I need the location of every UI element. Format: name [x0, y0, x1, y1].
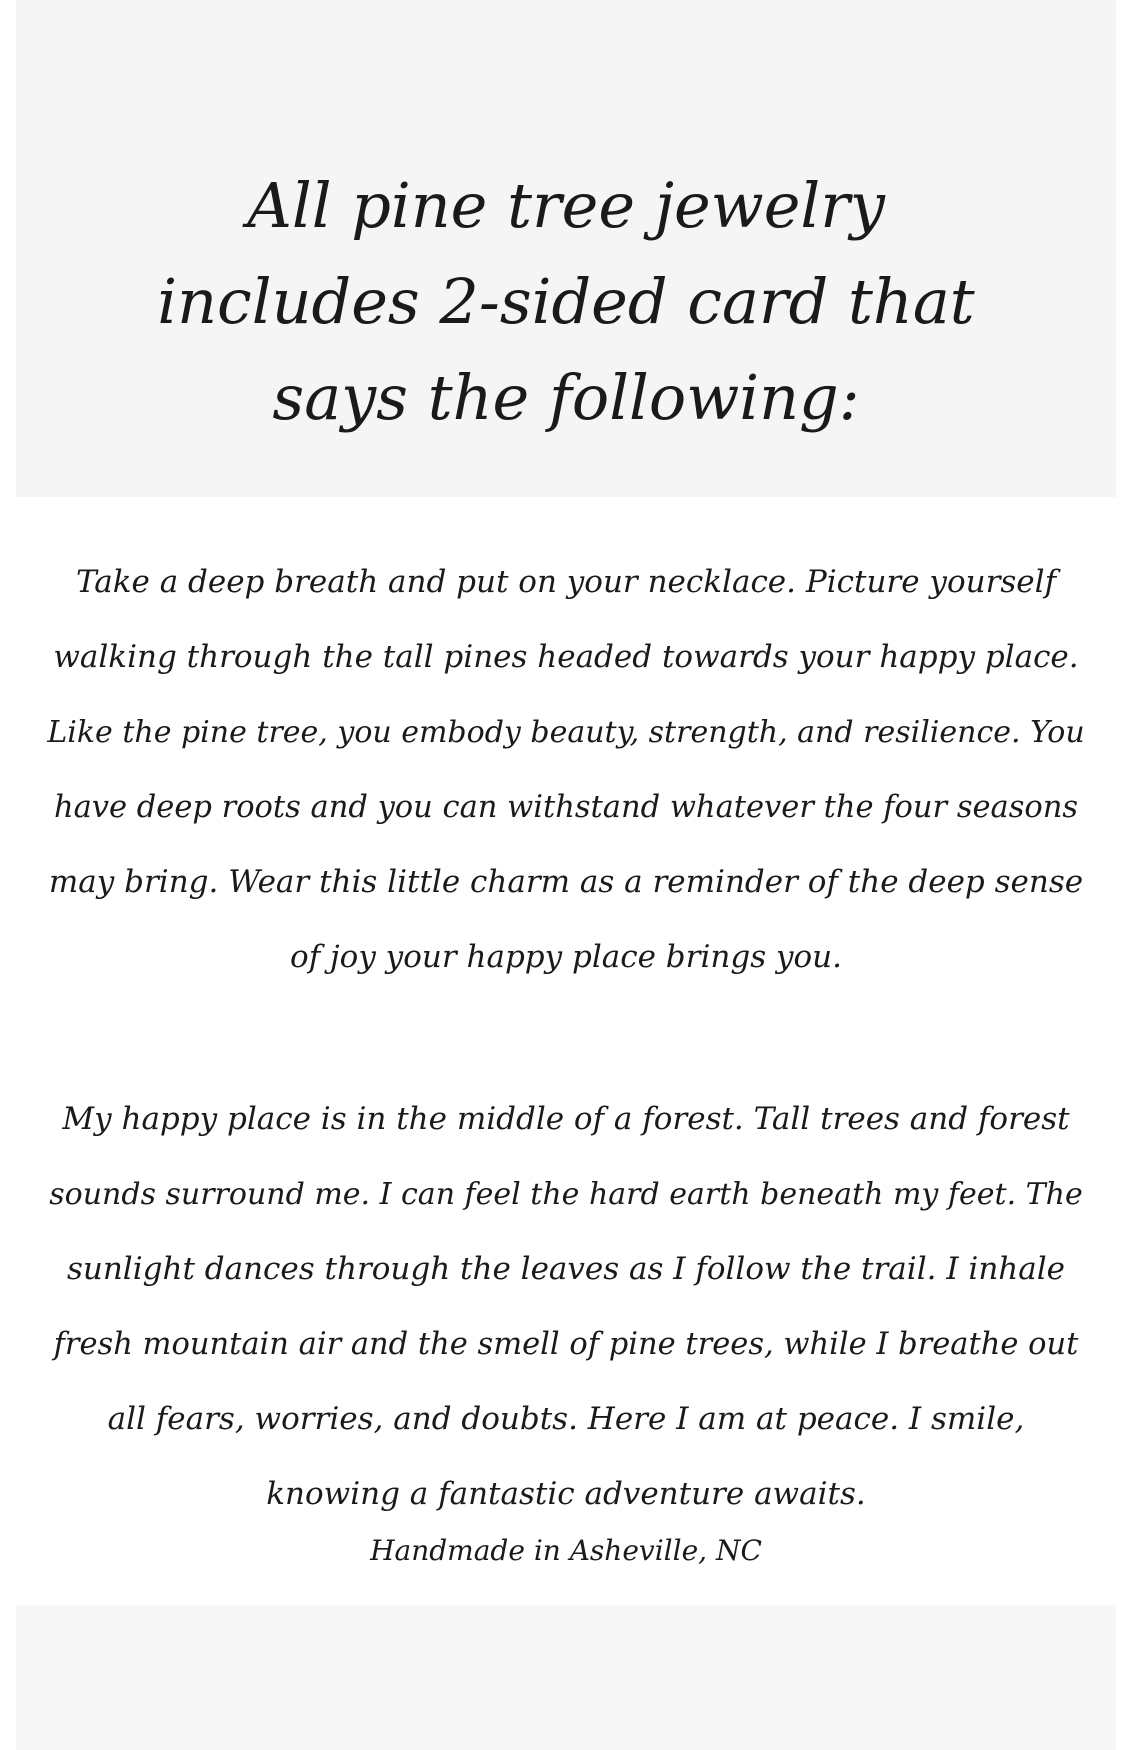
header-panel — [16, 0, 1116, 497]
title-line: says the following: — [272, 361, 860, 434]
paragraph-line: sunlight dances through the leaves as I follow the trail. I inhale — [66, 1251, 1066, 1287]
paragraph-line: Take a deep breath and put on your necklace. Picture yourself — [75, 564, 1057, 600]
paragraph-line: knowing a fantastic adventure awaits. — [266, 1476, 866, 1512]
card-paragraph-happy-place — [46, 1082, 1086, 1532]
page-title — [16, 158, 1116, 446]
title-line: All pine tree jewelry — [247, 169, 885, 242]
paragraph-line: Like the pine tree, you embody beauty, strength, and resilience. You — [47, 715, 1085, 750]
paragraph-line: have deep roots and you can withstand whatever the four seasons — [53, 790, 1079, 825]
card-text-panel — [16, 497, 1116, 1605]
footer-panel — [16, 1605, 1116, 1750]
paragraph-line: all fears, worries, and doubts. Here I am at peace. I smile, — [107, 1401, 1025, 1437]
paragraph-line: of joy your happy place brings you. — [290, 939, 842, 975]
paragraph-line: may bring. Wear this little charm as a reminder of the deep sense — [48, 864, 1084, 900]
paragraph-line: sounds surround me. I can feel the hard earth beneath my feet. The — [49, 1177, 1083, 1212]
paragraph-line: walking through the tall pines headed towards your happy place. — [53, 639, 1079, 675]
card-paragraph-necklace — [46, 545, 1086, 995]
paragraph-line: fresh mountain air and the smell of pine trees, while I breathe out — [53, 1327, 1079, 1362]
signature-line: Handmade in Asheville, NC — [370, 1534, 762, 1567]
title-line: includes 2-sided card that — [157, 265, 975, 338]
paragraph-line: My happy place is in the middle of a forest. Tall trees and forest — [62, 1101, 1070, 1137]
